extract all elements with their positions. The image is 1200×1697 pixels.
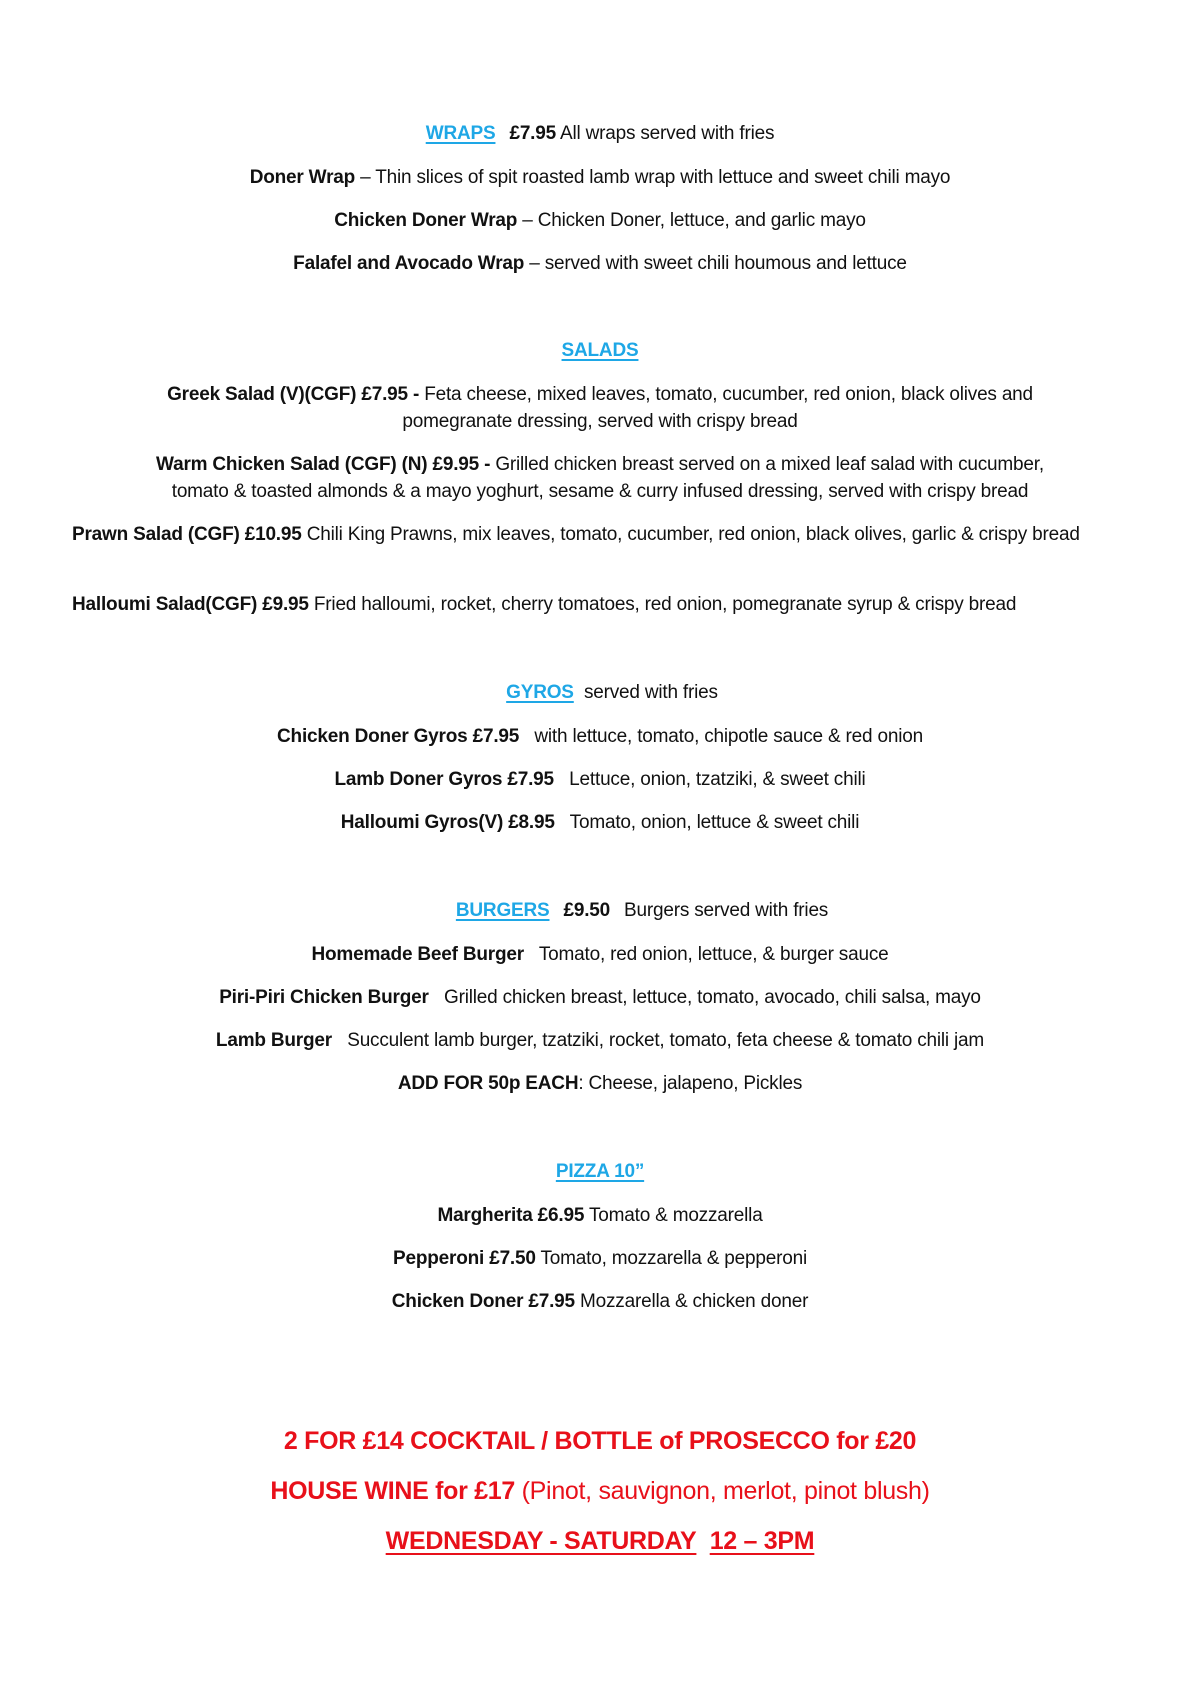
wraps-price: £7.95 (509, 123, 556, 144)
item-desc: Lettuce, onion, tzatziki, & sweet chili (569, 769, 866, 790)
item-desc: served with sweet chili houmous and lettuce (544, 253, 907, 274)
pizza-header (0, 1158, 1200, 1185)
item-desc: Chicken Doner, lettuce, and garlic mayo (537, 210, 866, 231)
item-name: Chicken Doner Wrap (334, 210, 518, 231)
item-name: Halloumi Salad(CGF) £9.95 (72, 594, 309, 615)
menu-item (72, 591, 1132, 618)
item-desc: Tomato, onion, lettuce & sweet chili (569, 812, 860, 833)
item-desc: Tomato, red onion, lettuce, & burger sauce (538, 944, 889, 965)
menu-item (0, 766, 1200, 793)
item-name: Lamb Burger (215, 1030, 332, 1051)
gyros-heading: GYROS (506, 682, 574, 703)
menu-item-continued (0, 408, 1200, 435)
menu-item (0, 1202, 1200, 1229)
promo-house-wine (0, 1475, 1200, 1507)
item-desc: Grilled chicken breast, lettuce, tomato, avocado, chili salsa, mayo (443, 987, 981, 1008)
menu-item (0, 809, 1200, 836)
promo-hours (0, 1525, 1200, 1557)
item-desc: Thin slices of spit roasted lamb wrap with lettuce and sweet chili mayo (375, 167, 951, 188)
item-name: Margherita £6.95 (437, 1205, 585, 1226)
item-desc: Feta cheese, mixed leaves, tomato, cucumber, red onion, black olives and (424, 384, 1033, 405)
gyros-header (0, 679, 1200, 706)
separator: – (355, 167, 376, 188)
item-desc: with lettuce, tomato, chipotle sauce & red onion (534, 726, 923, 747)
item-name: Halloumi Gyros(V) £8.95 (340, 812, 555, 833)
separator: – (524, 253, 545, 274)
burgers-heading: BURGERS (455, 900, 550, 921)
burgers-note: Burgers served with fries (624, 900, 829, 921)
extras-list: : Cheese, jalapeno, Pickles (578, 1073, 803, 1094)
pizza-heading: PIZZA 10” (555, 1161, 645, 1182)
item-desc: Succulent lamb burger, tzatziki, rocket, tomato, feta cheese & tomato chili jam (347, 1030, 985, 1051)
item-desc: tomato & toasted almonds & a mayo yoghurt, sesame & curry infused dressing, served with crispy bread (171, 481, 1029, 502)
wraps-header (0, 120, 1200, 147)
menu-item-continued (0, 478, 1200, 505)
item-name: Chicken Doner £7.95 (391, 1291, 575, 1312)
item-name: Warm Chicken Salad (CGF) (N) £9.95 - (156, 454, 491, 475)
menu-item (0, 1027, 1200, 1054)
item-desc: Tomato, mozzarella & pepperoni (540, 1248, 807, 1269)
gyros-note: served with fries (583, 682, 718, 703)
item-name: Pepperoni £7.50 (393, 1248, 536, 1269)
wraps-note: All wraps served with fries (560, 123, 775, 144)
burger-extras (0, 1070, 1200, 1097)
item-name: Lamb Doner Gyros £7.95 (334, 769, 554, 790)
wraps-heading: WRAPS (425, 123, 496, 144)
promo-time: 12 – 3PM (709, 1527, 815, 1555)
salads-heading: SALADS (561, 340, 639, 361)
promo-days: WEDNESDAY - SATURDAY (385, 1527, 697, 1555)
item-desc: Tomato & mozzarella (588, 1205, 763, 1226)
menu-item (0, 984, 1200, 1011)
separator: – (517, 210, 538, 231)
burgers-header (0, 897, 1200, 924)
item-desc: Mozzarella & chicken doner (580, 1291, 809, 1312)
menu-item (0, 1288, 1200, 1315)
menu-item (0, 941, 1200, 968)
promo-wine-list: (Pinot, sauvignon, merlot, pinot blush) (515, 1477, 930, 1505)
item-name: Greek Salad (V)(CGF) £7.95 - (167, 384, 420, 405)
item-name: Prawn Salad (CGF) £10.95 (72, 524, 302, 545)
item-name: Homemade Beef Burger (311, 944, 524, 965)
promo-cocktail-prosecco (0, 1425, 1200, 1457)
promo-text: 2 FOR £14 COCKTAIL / BOTTLE of PROSECCO for £20 (283, 1427, 917, 1455)
item-desc: Chili King Prawns, mix leaves, tomato, cucumber, red onion, black olives, garlic & crispy bread (306, 524, 1080, 545)
item-desc: pomegranate dressing, served with crispy bread (402, 411, 798, 432)
menu-item (0, 451, 1200, 478)
extras-label: ADD FOR 50p EACH (397, 1073, 579, 1094)
item-name: Piri-Piri Chicken Burger (219, 987, 429, 1008)
menu-item (0, 250, 1200, 277)
promo-text: HOUSE WINE for £17 (270, 1477, 516, 1505)
item-desc: Fried halloumi, rocket, cherry tomatoes, red onion, pomegranate syrup & crispy bread (313, 594, 1017, 615)
menu-item (0, 1245, 1200, 1272)
salads-header (0, 337, 1200, 364)
burgers-price: £9.50 (563, 900, 611, 921)
item-name: Falafel and Avocado Wrap (293, 253, 525, 274)
menu-item (0, 207, 1200, 234)
menu-item (0, 164, 1200, 191)
menu-item (0, 723, 1200, 750)
item-name: Chicken Doner Gyros £7.95 (277, 726, 520, 747)
item-name: Doner Wrap (249, 167, 356, 188)
item-desc: Grilled chicken breast served on a mixed leaf salad with cucumber, (495, 454, 1044, 475)
menu-item (0, 381, 1200, 408)
menu-item (72, 521, 1132, 548)
